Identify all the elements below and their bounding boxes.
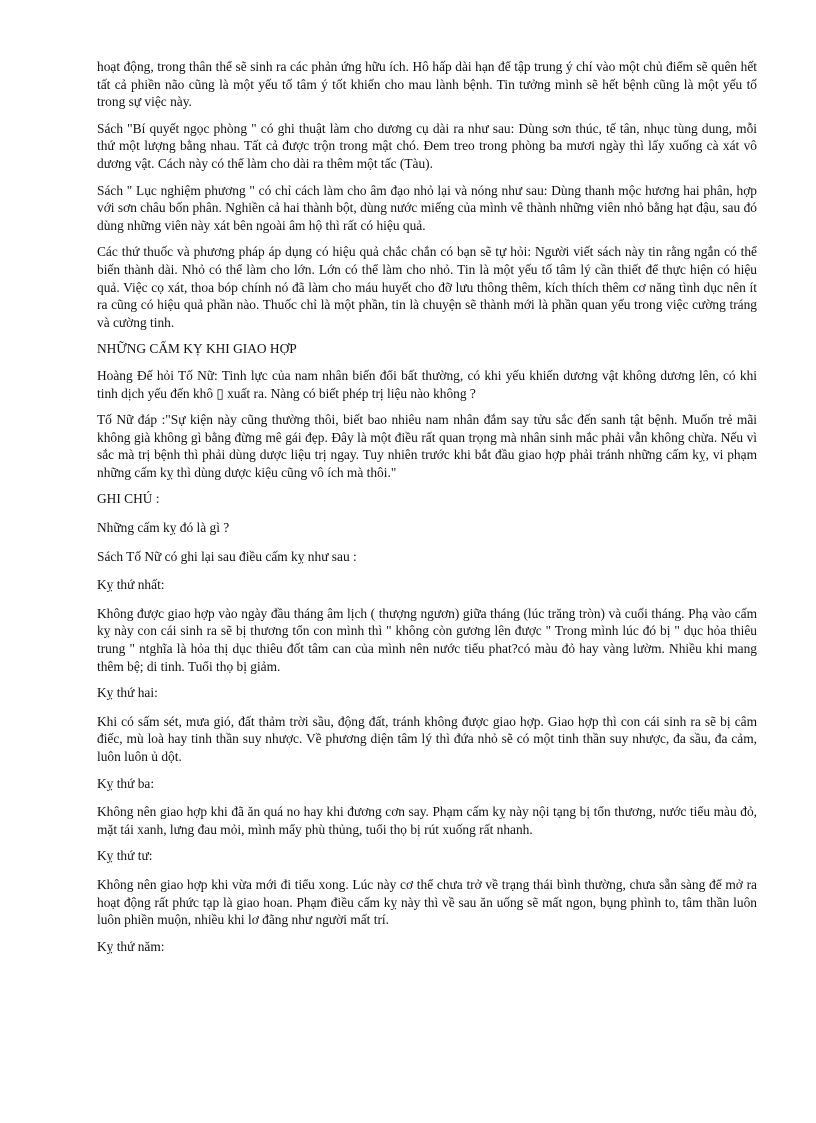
taboo-title: Kỵ thứ năm: [97,938,165,954]
paragraph-to-nu: Tố Nữ đáp :"Sự kiện này cũng thường thôi, biết bao nhiêu nam nhân đắm say tửu sắc đến sanh tật bệnh. Muốn trẻ mãi không già không gì bằng đừng mê gái đẹp. Đây là một điều rất quan trọng mà nhân sinh mắc phải vẫn không chừa. Nếu vì sắc mà trị bệnh thì phải dùng dược liệu trị ngay. Tuy nhiên trước khi bắt đầu giao hợp phải tránh những cấm kỵ, vi phạm những cấm kỵ thì dùng dược kiệu cũng vô ích mà thôi." [97,412,757,480]
paragraph-luc-nghiem: Sách " Lục nghiệm phương " có chỉ cách làm cho âm đạo nhỏ lại và nóng như sau: Dùng thanh mộc hương hai phân, hợp với sơn châu bốn phân. Nghiền cả hai thành bột, dùng nước miếng của mình vê thành những viên nhỏ bằng hạt đậu, sau đó dùng những viên này xát bên ngoài âm hộ thì rất có hiệu quả. [97,182,757,233]
intro-line: Sách Tố Nữ có ghi lại sau điều cấm kỵ như sau : [97,548,357,564]
section-heading: NHỮNG CẤM KỴ KHI GIAO HỢP [97,341,297,357]
taboo-text: Không nên giao hợp khi đã ăn quá no hay khi đương cơn say. Phạm cấm kỵ này nội tạng bị tổn thương, nước tiểu màu đỏ, mặt tái xanh, lưng đau mỏi, mình mẩy phù thủng, tuổi thọ bị rút xuống rất nhanh. [97,804,757,837]
paragraph-breathing: hoạt động, trong thân thể sẽ sinh ra các phản ứng hữu ích. Hô hấp dài hạn để tập trung ý chí vào một chủ điểm sẽ quên hết tất cả phiền não cũng là một yếu tố tâm ý tốt khiến cho mau lành bệnh. Tin tưởng mình sẽ hết bệnh cũng là một yếu tố trong sự việc này. [97,59,757,110]
taboo-title: Kỵ thứ hai: [97,685,158,701]
paragraph-belief: Các thứ thuốc và phương pháp áp dụng có hiệu quả chắc chắn có bạn sẽ tự hỏi: Người viết sách này tin rằng ngắn có thể biến thành dài. Nhỏ có thể làm cho lớn. Lớn có thể làm cho nhỏ. Tin là một yếu tố tâm lý cần thiết để thực hiện có hiệu quả. Việc cọ xát, thoa bóp chính nó đã làm cho máu huyết cho đỡ lưu thông thêm, kích thích thêm cơ năng tình dục nên ít ra cũng có hiệu quả phần nào. Thuốc chỉ là một phần, tin là chuyện sẽ thành mới là phần quan yếu trong việc cường tráng và cường tinh. [97,244,757,330]
taboo-title: Kỵ thứ tư: [97,848,153,864]
note-label: GHI CHÚ : [97,491,160,507]
paragraph-hoang-de: Hoàng Đế hỏi Tố Nữ: Tinh lực của nam nhân biến đổi bất thường, có khi yếu khiến dương vật không dương lên, có khi tinh dịch yếu đến khô ▯ xuất ra. Nàng có biết phép trị liệu nào không ? [97,367,757,401]
question-line: Những cấm kỵ đó là gì ? [97,520,230,536]
taboo-title: Kỵ thứ ba: [97,775,155,791]
taboo-text: Khi có sấm sét, mưa gió, đất thảm trời sầu, động đất, tránh không được giao hợp. Giao hợp thì con cái sinh ra sẽ bị câm điếc, mù loà hay tinh thần suy nhược. Về phương diện tâm lý thì đứa nhỏ sẽ có một tinh thần suy nhược, đa sầu, đa cảm, luôn luôn ủ dột. [97,713,757,764]
taboo-text: Không nên giao hợp khi vừa mới đi tiểu xong. Lúc này cơ thể chưa trở về trạng thái bình thường, chưa sẵn sàng để mở ra hoạt động rất phức tạp là giao hoan. Phạm điều cấm kỵ này thì về sau ăn uống sẽ mất ngon, bụng phình to, tâm thần luôn luôn phiền muộn, nhiều khi lơ đãng như người mất trí. [97,876,757,928]
taboo-title: Kỵ thứ nhất: [97,577,165,593]
taboo-text: Không được giao hợp vào ngày đầu tháng âm lịch ( thượng ngươn) giữa tháng (lúc trăng tròn) và cuối tháng. Phạ vào cấm kỵ này con cái sinh ra sẽ bị thương tổn con mình thì " không còn gương lên được " Trong mình lúc đó bị " dục hỏa thiêu trung " ntghĩa là hỏa thị dục thiêu đốt tâm can của mình nên nước tiểu phat?có màu đỏ hay vàng lườm. Nhiều khi mang thêm bệ; di tinh. Tuổi thọ bị giảm. [97,605,757,674]
document-page [97,58,757,966]
paragraph-ngoc-phong: Sách "Bí quyết ngọc phòng " có ghi thuật làm cho dương cụ dài ra như sau: Dùng sơn thúc, tế tân, nhục tùng dung, mỗi thứ một lượng bằng nhau. Tất cả được trộn trong mật chó. Đem treo trong phòng ba mươi ngày thì lấy xuống cà xát vô dương vật. Cách này có thể làm cho dài ra thêm một tấc (Tàu). [97,120,757,171]
